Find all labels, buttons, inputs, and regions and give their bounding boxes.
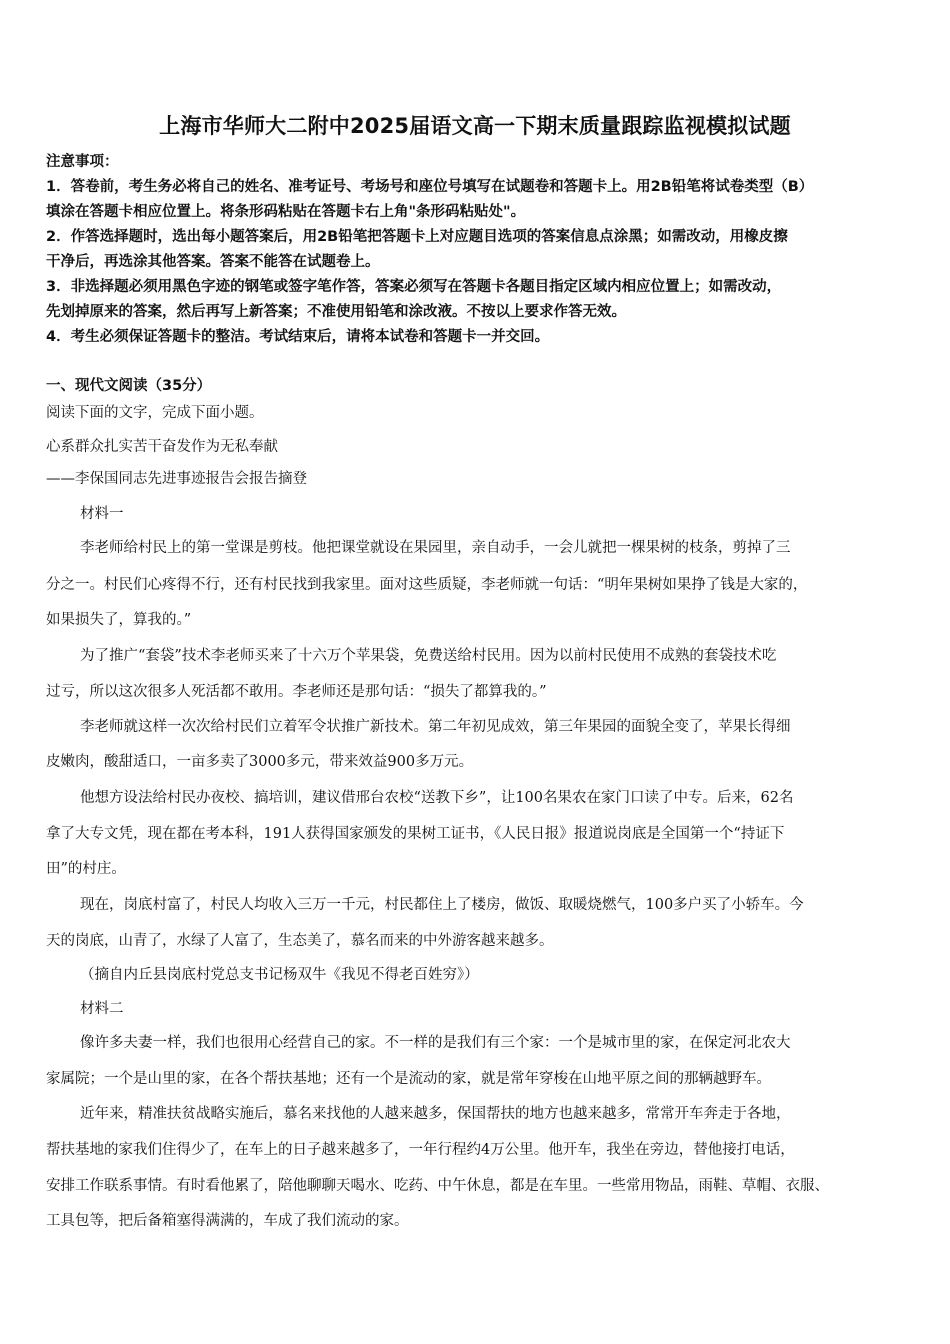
paragraph-line: 李老师就这样一次次给村民们立着军令状推广新技术。第二年初见成效，第三年果园的面貌全变了，苹果长得细 bbox=[80, 719, 791, 735]
paragraph-line: 家属院；一个是山里的家，在各个帮扶基地；还有一个是流动的家，就是常年穿梭在山地平原之间的那辆越野车。 bbox=[46, 1071, 771, 1087]
section-heading: 一、现代文阅读（35分） bbox=[46, 378, 212, 394]
notice-block bbox=[46, 150, 916, 350]
notice-line: 2．作答选择题时，选出每小题答案后，用2B铅笔把答题卡上对应题目选项的答案信息点涂黑；如需改动，用橡皮擦 bbox=[46, 229, 788, 245]
notice-line: 3．非选择题必须用黑色字迹的钢笔或签字笔作答，答案必须写在答题卡各题目指定区域内相应位置上；如需改动， bbox=[46, 279, 782, 295]
paragraph-line: 现在，岗底村富了，村民人均收入三万一千元，村民都住上了楼房，做饭、取暖烧燃气，100多户买了小轿车。今 bbox=[80, 897, 804, 913]
paragraph-line: 为了推广“套袋”技术李老师买来了十六万个苹果袋，免费送给村民用。因为以前村民使用不成熟的套袋技术吃 bbox=[80, 648, 777, 664]
notice-line: 干净后，再选涂其他答案。答案不能答在试题卷上。 bbox=[46, 254, 380, 270]
paragraph-line: 近年来，精准扶贫战略实施后，慕名来找他的人越来越多，保国帮扶的地方也越来越多，常常开车奔走于各地， bbox=[80, 1106, 791, 1122]
paragraph-line: 分之一。村民们心疼得不行，还有村民找到我家里。面对这些质疑，李老师就一句话：“明年果树如果挣了钱是大家的， bbox=[46, 577, 808, 593]
exam-title: 上海市华师大二附中2025届语文高一下期末质量跟踪监视模拟试题 bbox=[159, 114, 791, 138]
paragraph-line: 他想方设法给村民办夜校、搞培训，建议借邢台农校“送教下乡”，让100名果农在家门口读了中专。后来，62名 bbox=[80, 790, 794, 806]
notice-heading: 注意事项： bbox=[46, 154, 119, 170]
section-instruction: 阅读下面的文字，完成下面小题。 bbox=[46, 405, 264, 421]
paragraph-line: 过亏，所以这次很多人死活都不敢用。李老师还是那句话：“损失了都算我的。” bbox=[46, 684, 547, 700]
paragraph-line: 像许多夫妻一样，我们也很用心经营自己的家。不一样的是我们有三个家：一个是城市里的家，在保定河北农大 bbox=[80, 1035, 791, 1051]
notice-line: 先划掉原来的答案，然后再写上新答案；不准使用铅笔和涂改液。不按以上要求作答无效。 bbox=[46, 304, 626, 320]
paragraph-line: 帮扶基地的家我们住得少了，在车上的日子越来越多了，一年行程约4万公里。他开车，我坐在旁边，替他接打电话， bbox=[46, 1142, 795, 1158]
paragraph-line: 安排工作联系事情。有时看他累了，陪他聊聊天喝水、吃药、中午休息，都是在车里。一些常用物品，雨鞋、草帽、衣服、 bbox=[46, 1178, 829, 1194]
paragraph-line: 皮嫩肉，酸甜适口，一亩多卖了3000多元，带来效益900多万元。 bbox=[46, 754, 474, 770]
paragraph-line: 田”的村庄。 bbox=[46, 861, 126, 877]
paragraph-line: 工具包等，把后备箱塞得满满的，车成了我们流动的家。 bbox=[46, 1213, 409, 1229]
notice-line: 1．答卷前，考生务必将自己的姓名、准考证号、考场号和座位号填写在试题卷和答题卡上。用2B铅笔将试卷类型（B） bbox=[46, 179, 814, 195]
notice-line: 4．考生必须保证答题卡的整洁。考试结束后，请将本试卷和答题卡一并交回。 bbox=[46, 329, 550, 345]
paragraph-line: 如果损失了，算我的。” bbox=[46, 612, 192, 628]
paragraph-line: 李老师给村民上的第一堂课是剪枝。他把课堂就设在果园里，亲自动手，一会儿就把一棵果树的枝条，剪掉了三 bbox=[80, 540, 791, 556]
material-label: 材料二 bbox=[80, 1001, 124, 1017]
article-subtitle: ——李保国同志先进事迹报告会报告摘登 bbox=[46, 471, 307, 487]
paragraph-line: 拿了大专文凭，现在都在考本科，191人获得国家颁发的果树工证书，《人民日报》报道说岗底是全国第一个“持证下 bbox=[46, 826, 785, 842]
paragraph-line: 天的岗底，山青了，水绿了人富了，生态美了，慕名而来的中外游客越来越多。 bbox=[46, 933, 554, 949]
material-label: 材料一 bbox=[80, 506, 124, 522]
article-title: 心系群众扎实苦干奋发作为无私奉献 bbox=[46, 439, 278, 455]
source-citation: （摘自内丘县岗底村党总支书记杨双牛《我见不得老百姓穷》） bbox=[80, 967, 479, 983]
notice-line: 填涂在答题卡相应位置上。将条形码粘贴在答题卡右上角"条形码粘贴处"。 bbox=[46, 204, 526, 220]
